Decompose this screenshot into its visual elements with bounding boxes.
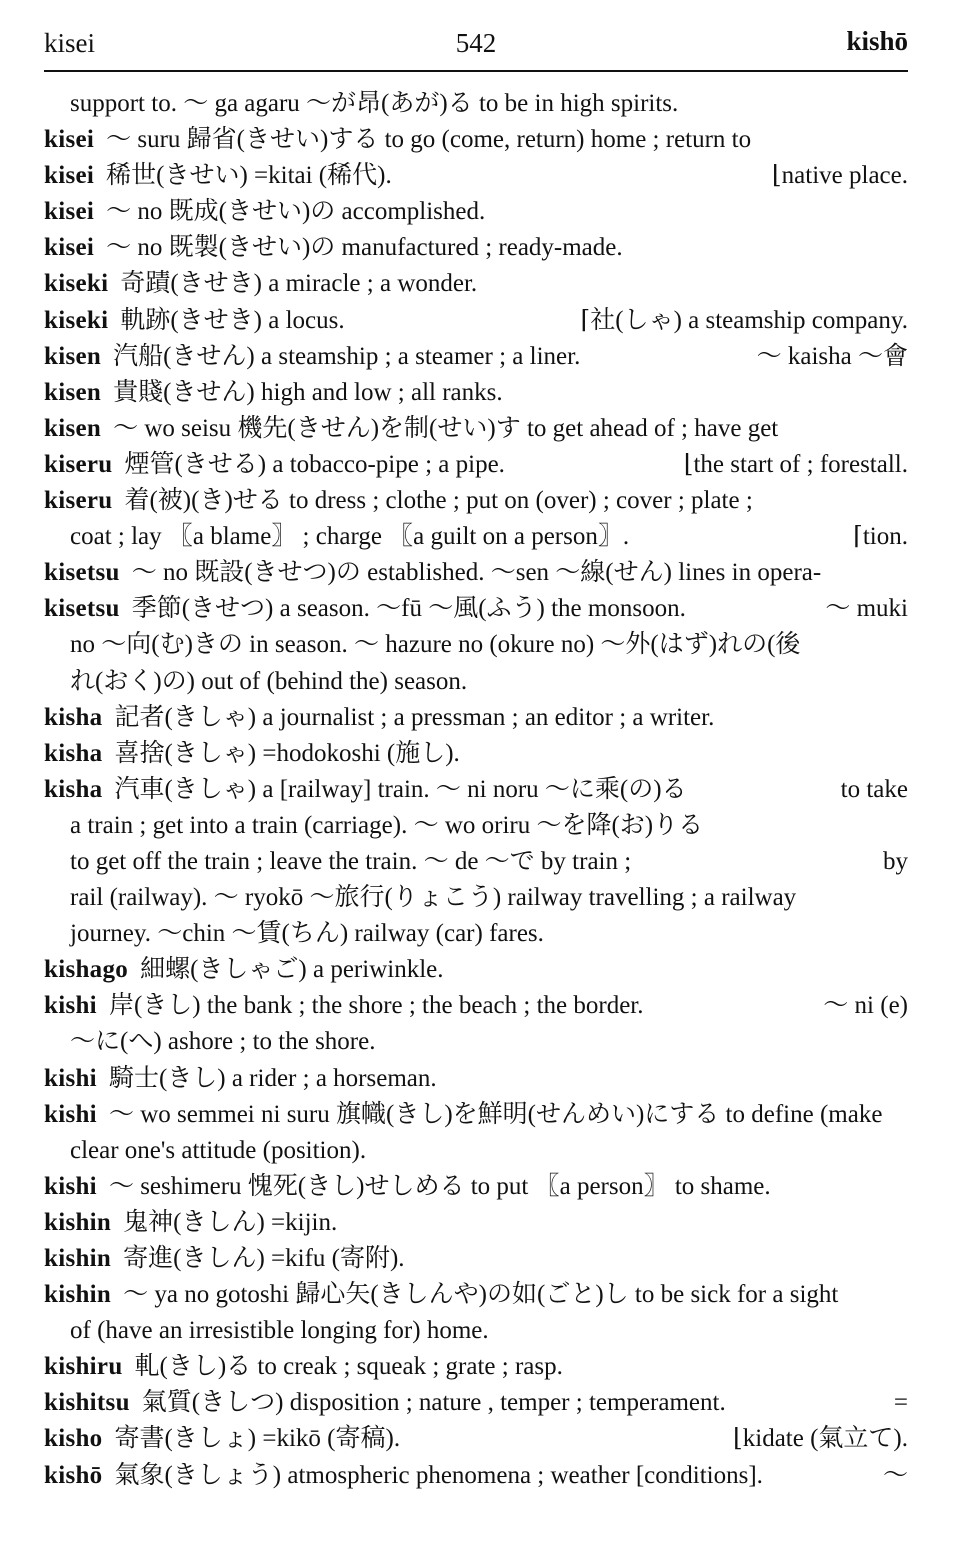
line-main [44,158,392,194]
entry-headword: kisei [44,162,95,190]
entry-headword: kisha [44,739,103,767]
entry-headword: kisen [44,414,102,442]
entry-text: 寄進(きしん) =kifu (寄附). [123,1245,405,1272]
entry-text: 稀世(きせい) =kitai (稀代). [106,162,392,190]
dictionary-entry-line [44,1205,908,1241]
entry-right-text: ～ ni (e) [823,992,908,1020]
line-main [70,880,796,916]
entry-headword: kishi [44,1172,97,1200]
line-main [44,1349,563,1385]
entry-text: ～ wo semmei ni suru 旗幟(きし)を鮮明(せんめい)にする to define (make [108,1100,883,1128]
entry-text: 氣質(きしつ) disposition ; nature , temper ; temperament. [141,1389,726,1417]
entry-right-text: = [893,1389,908,1417]
entry-text: 騎士(きし) a rider ; a horseman. [108,1064,437,1092]
dictionary-entry-line [44,1421,908,1457]
entry-text: 鬼神(きしん) =kijin. [123,1208,338,1236]
entry-headword: kisei [44,234,95,262]
line-main [44,1277,838,1313]
entry-continuation-line [44,844,908,880]
entry-text: 軋(きし)る to creak ; squeak ; grate ; rasp. [134,1353,563,1381]
line-main [44,303,345,339]
entry-continuation-line [44,627,908,663]
dictionary-entry-line [44,591,908,627]
entry-headword: kiseru [44,450,113,478]
dictionary-entry-line [44,266,908,302]
entry-right-text: ⌈社(しゃ) a steamship company. [580,306,908,334]
line-main [44,988,644,1024]
entry-text: れ(おく)の) out of (behind the) season. [70,667,468,695]
dictionary-entry-line [44,411,908,447]
entry-headword: kisetsu [44,559,120,587]
dictionary-entry-line [44,447,908,483]
entry-right-text: ⌊native place. [771,162,908,190]
entry-continuation-line [44,1133,908,1169]
entry-headword: kishin [44,1208,112,1236]
entry-text: 季節(きせつ) a season. ～fū ～風(ふう) the monsoon. [131,595,686,623]
line-main [70,1313,489,1349]
line-main [44,952,444,988]
entry-headword: kiseki [44,306,109,334]
line-main [70,916,544,952]
line-main [44,122,751,158]
entry-headword: kishiru [44,1353,123,1381]
entry-text: ～ suru 歸省(きせい)する to go (come, return) home ; return to [106,126,752,154]
entry-right-text: to take [840,775,908,803]
entry-right-text: ～ muki [825,595,908,623]
entry-headword: kishago [44,956,129,984]
entry-text: 軌跡(きせき) a locus. [120,306,345,334]
entry-headword: kisen [44,378,102,406]
entry-text: no ～向(む)きの in season. ～ hazure no (okure no) ～外(はず)れの(後 [70,631,801,659]
entry-headword: kishin [44,1245,112,1272]
line-main [70,519,629,555]
line-main [44,339,580,375]
line-main [44,230,623,266]
entry-continuation-line [44,1313,908,1349]
dictionary-entry-line [44,988,908,1024]
entry-text: 奇蹟(きせき) a miracle ; a wonder. [120,270,478,298]
line-main [44,266,477,302]
entry-headword: kiseru [44,487,113,515]
entry-text: 記者(きしゃ) a journalist ; a pressman ; an editor ; a writer. [114,703,715,731]
line-main [44,483,753,519]
entry-headword: kishi [44,992,97,1020]
page-header [44,22,908,62]
line-main [44,447,505,483]
entry-text: coat ; lay 〖a blame〗 ; charge 〖a guilt on a person〗. [70,523,630,551]
entry-text: clear one's attitude (position). [70,1136,367,1164]
entry-text: 汽船(きせん) a steamship ; a steamer ; a liner. [113,342,581,370]
entry-headword: kisha [44,703,103,731]
dictionary-entry-line [44,230,908,266]
entry-text: 貴賤(きせん) high and low ; all ranks. [113,378,503,406]
entry-headword: kisei [44,126,95,154]
dictionary-entry-line [44,303,908,339]
line-main [44,736,460,772]
line-main [44,772,687,808]
entry-text: 汽車(きしゃ) a [railway] train. ～ ni noru ～に乘(の)る [114,775,687,803]
entry-text: journey. ～chin ～賃(ちん) railway (car) fares. [70,920,544,948]
line-main [70,627,800,663]
entry-text: 細螺(きしゃご) a periwinkle. [140,956,444,984]
entry-text: 煙管(きせる) a tobacco-pipe ; a pipe. [124,450,505,478]
entry-headword: kisei [44,198,95,226]
dictionary-entry-line [44,1061,908,1097]
entry-text: ～ seshimeru 愧死(きし)せしめる to put 〖a person〗 to shame. [108,1172,771,1200]
entry-text: ～ wo seisu 機先(きせん)を制(せい)す to get ahead of ; have get [113,414,779,442]
entry-text: of (have an irresistible longing for) home. [70,1317,489,1345]
entry-text: 喜捨(きしゃ) =hodokoshi (施し). [114,739,460,767]
header-last-entry: kishō [846,26,908,56]
entry-continuation-line [44,880,908,916]
entry-headword: kishi [44,1100,97,1128]
line-main [70,1024,375,1060]
entry-continuation-line [44,664,908,700]
entry-headword: kishin [44,1281,112,1309]
entry-text: 寄書(きしょ) =kikō (寄稿). [114,1425,401,1453]
dictionary-entry-line [44,158,908,194]
line-main [44,1458,763,1494]
line-main [70,844,631,880]
line-main [44,555,821,591]
entry-text: support to. ～ ga agaru ～が昂(あが)る to be in high spirits. [70,90,679,117]
line-main [70,808,703,844]
entry-text: 着(被)(き)せる to dress ; clothe ; put on (over) ; cover ; plate ; [124,487,753,515]
line-main [44,700,714,736]
entry-continuation-line [44,1024,908,1060]
entry-right-text: ～ [882,1461,908,1489]
entry-headword: kishitsu [44,1389,130,1417]
dictionary-entry-line [44,555,908,591]
line-main [44,1061,437,1097]
entry-text: ～ no 既製(きせい)の manufactured ; ready-made. [106,234,623,262]
entry-headword: kishō [44,1461,103,1489]
dictionary-entry-line [44,375,908,411]
dictionary-entry-line [44,952,908,988]
line-main [44,1385,726,1421]
entry-right-text: ⌊kidate (氣立て). [733,1425,908,1453]
entry-headword: kishi [44,1064,97,1092]
entry-continuation-line [44,86,908,122]
entry-right-text: ⌊the start of ; forestall. [683,450,908,478]
line-main [44,411,778,447]
dictionary-entry-line [44,1097,908,1133]
line-main [70,86,678,122]
dictionary-entry-line [44,1349,908,1385]
dictionary-entry-line [44,1241,908,1277]
entry-right-text: ～ kaisha ～會 [756,342,908,370]
line-main [44,591,686,627]
entry-continuation-line [44,519,908,555]
entry-continuation-line [44,916,908,952]
line-main [44,194,485,230]
line-main [44,1241,405,1277]
entry-headword: kiseki [44,270,109,298]
dictionary-entry-line [44,339,908,375]
entry-text: 氣象(きしょう) atmospheric phenomena ; weather [conditions]. [114,1461,763,1489]
line-main [44,1205,337,1241]
header-first-entry: kisei [44,28,95,58]
entry-text: ～ ya no gotoshi 歸心矢(きしんや)の如(ごと)し to be sick for a sight [123,1281,839,1309]
page-number: 542 [455,28,497,58]
line-main [70,1133,366,1169]
entry-text: to get off the train ; leave the train. ～ de ～で by train ; [70,847,632,875]
entry-list [44,86,908,1494]
entry-text: ～ no 既設(きせつ)の established. ～sen ～線(せん) lines in opera- [131,559,822,587]
line-main [70,664,467,700]
line-main [44,1097,882,1133]
entry-headword: kisha [44,775,103,803]
entry-right-text: ⌈tion. [853,523,908,551]
dictionary-entry-line [44,1458,908,1494]
dictionary-entry-line [44,736,908,772]
dictionary-entry-line [44,194,908,230]
entry-headword: kisho [44,1425,103,1453]
line-main [44,1169,771,1205]
dictionary-entry-line [44,772,908,808]
entry-text: 岸(きし) the bank ; the shore ; the beach ; the border. [108,992,644,1020]
dictionary-entry-line [44,1277,908,1313]
header-rule [44,70,908,72]
dictionary-entry-line [44,700,908,736]
dictionary-entry-line [44,1169,908,1205]
entry-headword: kisen [44,342,102,370]
entry-right-text: by [883,847,908,875]
entry-continuation-line [44,808,908,844]
dictionary-entry-line [44,122,908,158]
line-main [44,1421,400,1457]
entry-text: ～ no 既成(きせい)の accomplished. [106,198,486,226]
dictionary-entry-line [44,483,908,519]
entry-text: a train ; get into a train (carriage). ～ wo oriru ～を降(お)りる [70,811,704,839]
entry-headword: kisetsu [44,595,120,623]
line-main [44,375,503,411]
dictionary-entry-line [44,1385,908,1421]
entry-text: rail (railway). ～ ryokō ～旅行(りょこう) railway travelling ; a railway [70,884,797,912]
entry-text: ～に(へ) ashore ; to the shore. [70,1028,376,1056]
